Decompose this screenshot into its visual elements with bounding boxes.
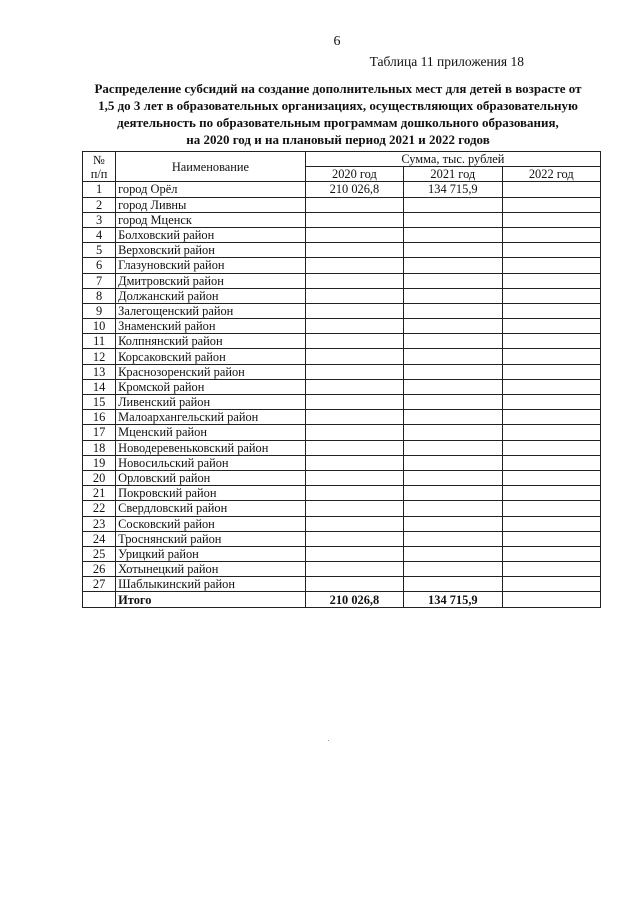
table-body: [83, 182, 601, 592]
row-value-2022: [502, 334, 600, 349]
scan-speck: [328, 740, 329, 741]
table-row: [83, 197, 601, 212]
table-row: [83, 516, 601, 531]
document-title: [60, 80, 616, 148]
row-name: город Орёл: [116, 182, 306, 197]
row-name: Мценский район: [116, 425, 306, 440]
row-name: Колпнянский район: [116, 334, 306, 349]
row-value-2020: [305, 562, 403, 577]
row-name: Дмитровский район: [116, 273, 306, 288]
row-number: 2: [83, 197, 116, 212]
table-row: [83, 425, 601, 440]
table-row: [83, 243, 601, 258]
table-row: [83, 258, 601, 273]
row-value-2022: [502, 273, 600, 288]
header-year-2022: 2022 год: [502, 167, 600, 182]
row-name: Залегощенский район: [116, 303, 306, 318]
row-value-2020: [305, 349, 403, 364]
table-row: [83, 440, 601, 455]
table-row: [83, 410, 601, 425]
row-value-2022: [502, 379, 600, 394]
row-number: 16: [83, 410, 116, 425]
row-value-2022: [502, 395, 600, 410]
row-number: 15: [83, 395, 116, 410]
row-value-2021: [404, 425, 502, 440]
header-year-2020: 2020 год: [305, 167, 403, 182]
table-row: [83, 562, 601, 577]
row-name: Глазуновский район: [116, 258, 306, 273]
row-value-2022: [502, 501, 600, 516]
row-value-2022: [502, 425, 600, 440]
row-value-2021: [404, 395, 502, 410]
row-number: 23: [83, 516, 116, 531]
row-value-2020: [305, 288, 403, 303]
row-value-2021: [404, 379, 502, 394]
row-number: 7: [83, 273, 116, 288]
row-value-2021: [404, 273, 502, 288]
row-value-2021: [404, 212, 502, 227]
table-row: [83, 227, 601, 242]
row-name: Ливенский район: [116, 395, 306, 410]
row-value-2020: [305, 319, 403, 334]
row-value-2022: [502, 546, 600, 561]
row-name: город Мценск: [116, 212, 306, 227]
total-label: Итого: [116, 592, 306, 607]
table-row: [83, 288, 601, 303]
row-name: Должанский район: [116, 288, 306, 303]
row-value-2022: [502, 258, 600, 273]
total-2021: 134 715,9: [404, 592, 502, 607]
row-name: Новодеревеньковский район: [116, 440, 306, 455]
row-value-2022: [502, 288, 600, 303]
row-value-2021: [404, 546, 502, 561]
title-line: Распределение субсидий на создание дополнительных мест для детей в возрасте от: [94, 81, 582, 96]
row-value-2021: [404, 440, 502, 455]
table-row: [83, 395, 601, 410]
row-name: Хотынецкий район: [116, 562, 306, 577]
row-value-2022: [502, 486, 600, 501]
row-value-2020: [305, 212, 403, 227]
row-value-2022: [502, 531, 600, 546]
row-number: 20: [83, 470, 116, 485]
row-value-2020: [305, 273, 403, 288]
table-row: [83, 577, 601, 592]
table-row: [83, 182, 601, 197]
table-row: [83, 319, 601, 334]
row-value-2022: [502, 319, 600, 334]
row-name: Корсаковский район: [116, 349, 306, 364]
total-2022: [502, 592, 600, 607]
row-value-2021: [404, 410, 502, 425]
header-number-cell: [83, 152, 116, 182]
row-number: 22: [83, 501, 116, 516]
row-number: 9: [83, 303, 116, 318]
header-number-line1: №: [93, 152, 105, 167]
table-row: [83, 379, 601, 394]
row-value-2022: [502, 562, 600, 577]
table-row: [83, 303, 601, 318]
table-row: [83, 212, 601, 227]
row-value-2021: [404, 258, 502, 273]
row-value-2021: [404, 349, 502, 364]
row-name: Сосковский район: [116, 516, 306, 531]
table-row: [83, 531, 601, 546]
header-sum-cell: Сумма, тыс. рублей: [305, 152, 600, 167]
row-name: Знаменский район: [116, 319, 306, 334]
row-number: 27: [83, 577, 116, 592]
row-number: 13: [83, 364, 116, 379]
title-line: деятельность по образовательным программам дошкольного образования,: [117, 115, 559, 130]
row-value-2020: [305, 364, 403, 379]
table-row: [83, 349, 601, 364]
row-value-2020: [305, 197, 403, 212]
row-value-2022: [502, 197, 600, 212]
header-year-2021: 2021 год: [404, 167, 502, 182]
row-number: 25: [83, 546, 116, 561]
row-value-2022: [502, 227, 600, 242]
row-value-2020: [305, 546, 403, 561]
row-value-2020: [305, 531, 403, 546]
row-number: 14: [83, 379, 116, 394]
row-value-2020: [305, 470, 403, 485]
row-number: 4: [83, 227, 116, 242]
row-name: Краснозоренский район: [116, 364, 306, 379]
table-row: [83, 364, 601, 379]
table-row: [83, 273, 601, 288]
row-number: 21: [83, 486, 116, 501]
row-value-2022: [502, 364, 600, 379]
table-row: [83, 334, 601, 349]
row-value-2020: [305, 395, 403, 410]
row-value-2021: [404, 227, 502, 242]
table-row: [83, 455, 601, 470]
row-name: Орловский район: [116, 470, 306, 485]
row-value-2020: [305, 258, 403, 273]
row-value-2020: [305, 501, 403, 516]
row-value-2021: [404, 303, 502, 318]
row-value-2020: [305, 410, 403, 425]
row-name: Троснянский район: [116, 531, 306, 546]
row-value-2021: [404, 562, 502, 577]
row-value-2020: [305, 577, 403, 592]
row-value-2022: [502, 440, 600, 455]
header-number-line2: п/п: [90, 166, 108, 181]
row-value-2021: [404, 486, 502, 501]
row-value-2022: [502, 303, 600, 318]
title-line: на 2020 год и на плановый период 2021 и 2022 годов: [186, 132, 490, 147]
row-value-2021: [404, 288, 502, 303]
row-value-2020: [305, 440, 403, 455]
row-value-2021: [404, 470, 502, 485]
row-value-2021: [404, 243, 502, 258]
row-value-2022: [502, 182, 600, 197]
total-2020: 210 026,8: [305, 592, 403, 607]
row-value-2021: [404, 516, 502, 531]
table-caption: Таблица 11 приложения 18: [369, 54, 524, 69]
row-value-2021: 134 715,9: [404, 182, 502, 197]
row-number: 19: [83, 455, 116, 470]
page-number: 6: [333, 34, 341, 49]
row-number: 11: [83, 334, 116, 349]
row-value-2021: [404, 577, 502, 592]
table-row: [83, 470, 601, 485]
row-number: 1: [83, 182, 116, 197]
row-value-2020: [305, 303, 403, 318]
row-value-2020: [305, 486, 403, 501]
row-value-2022: [502, 577, 600, 592]
table-row: [83, 501, 601, 516]
row-value-2021: [404, 531, 502, 546]
row-name: Свердловский район: [116, 501, 306, 516]
row-value-2022: [502, 212, 600, 227]
row-name: Болховский район: [116, 227, 306, 242]
row-value-2022: [502, 455, 600, 470]
row-name: Кромской район: [116, 379, 306, 394]
row-value-2021: [404, 501, 502, 516]
row-number: 26: [83, 562, 116, 577]
row-value-2020: [305, 334, 403, 349]
row-value-2020: [305, 455, 403, 470]
row-number: 3: [83, 212, 116, 227]
row-name: Шаблыкинский район: [116, 577, 306, 592]
row-name: Урицкий район: [116, 546, 306, 561]
row-value-2022: [502, 349, 600, 364]
row-value-2020: [305, 516, 403, 531]
row-name: Малоархангельский район: [116, 410, 306, 425]
table-header: [83, 152, 601, 182]
row-value-2021: [404, 319, 502, 334]
row-number: 6: [83, 258, 116, 273]
row-value-2021: [404, 334, 502, 349]
row-value-2022: [502, 470, 600, 485]
row-value-2020: [305, 243, 403, 258]
row-value-2021: [404, 455, 502, 470]
table-row: [83, 486, 601, 501]
row-number: 24: [83, 531, 116, 546]
row-value-2020: [305, 379, 403, 394]
total-row: [83, 592, 601, 607]
header-name-cell: Наименование: [116, 152, 306, 182]
total-number-cell: [83, 592, 116, 607]
row-number: 10: [83, 319, 116, 334]
row-value-2022: [502, 243, 600, 258]
row-name: Новосильский район: [116, 455, 306, 470]
table-row: [83, 546, 601, 561]
subsidy-table: [82, 151, 601, 608]
row-name: город Ливны: [116, 197, 306, 212]
row-value-2021: [404, 197, 502, 212]
row-number: 12: [83, 349, 116, 364]
title-line: 1,5 до 3 лет в образовательных организациях, осуществляющих образовательную: [98, 98, 578, 113]
row-name: Верховский район: [116, 243, 306, 258]
row-number: 18: [83, 440, 116, 455]
row-value-2020: [305, 425, 403, 440]
row-value-2022: [502, 516, 600, 531]
row-number: 5: [83, 243, 116, 258]
row-value-2021: [404, 364, 502, 379]
row-value-2020: [305, 227, 403, 242]
row-value-2022: [502, 410, 600, 425]
row-number: 17: [83, 425, 116, 440]
row-name: Покровский район: [116, 486, 306, 501]
row-value-2020: 210 026,8: [305, 182, 403, 197]
row-number: 8: [83, 288, 116, 303]
